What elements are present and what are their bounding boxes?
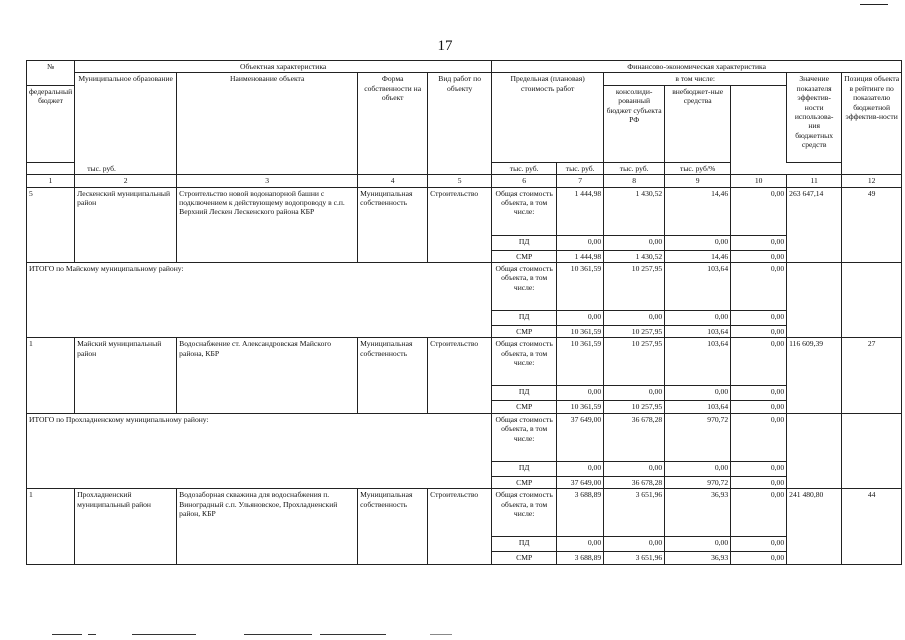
- cost-cell: 37 649,00: [557, 476, 604, 488]
- indicator-cell: [787, 413, 842, 488]
- col-number: 6: [492, 175, 557, 187]
- cost-cell: 37 649,00: [557, 413, 604, 461]
- consolidated-cell: 103,64: [665, 401, 731, 413]
- offbudget-cell: 0,00: [731, 413, 787, 461]
- smr-label: СМР: [492, 552, 557, 564]
- consolidated-cell: 0,00: [665, 311, 731, 326]
- federal-cell: 0,00: [604, 386, 665, 401]
- federal-cell: 10 257,95: [604, 326, 665, 338]
- col-number: 9: [665, 175, 731, 187]
- offbudget-header: внебюджет-ные средства: [665, 85, 731, 162]
- object-row: [27, 489, 902, 537]
- indicator-cell: 116 609,39: [787, 338, 842, 413]
- position-cell: 27: [842, 338, 902, 413]
- row-number: 1: [27, 338, 75, 413]
- total-cost-label: Общая стоимость объекта, в том числе:: [492, 413, 557, 461]
- unit-offbudget: тыс. руб.: [604, 162, 665, 174]
- pd-label: ПД: [492, 537, 557, 552]
- consolidated-cell: 103,64: [665, 263, 731, 311]
- ownership-cell: Муниципальная собственность: [358, 338, 428, 413]
- col-number: 8: [604, 175, 665, 187]
- federal-cell: 1 430,52: [604, 187, 665, 235]
- federal-cell: 36 678,28: [604, 413, 665, 461]
- federal-cell: 0,00: [604, 235, 665, 250]
- consolidated-cell: 970,72: [665, 413, 731, 461]
- federal-cell: 3 651,96: [604, 552, 665, 564]
- position-cell: 49: [842, 187, 902, 262]
- investment-table: [26, 60, 902, 565]
- offbudget-cell: 0,00: [731, 250, 787, 262]
- consolidated-cell: 970,72: [665, 476, 731, 488]
- work-type-cell: Строительство: [428, 187, 492, 262]
- unit-consolidated: тыс. руб.: [557, 162, 604, 174]
- indicator-cell: 241 480,80: [787, 489, 842, 564]
- federal-cell: 10 257,95: [604, 338, 665, 386]
- row-number: 1: [27, 489, 75, 564]
- total-cost-label: Общая стоимость объекта, в том числе:: [492, 489, 557, 537]
- footer-rule: [132, 634, 196, 635]
- cost-cell: 1 444,98: [557, 187, 604, 235]
- itogo-label: ИТОГО по Прохладненскому муниципальному району:: [27, 413, 492, 488]
- municipality-cell: Майский муниципальный район: [75, 338, 177, 413]
- cost-cell: 0,00: [557, 311, 604, 326]
- offbudget-cell: 0,00: [731, 461, 787, 476]
- position-header: Позиция объекта в рейтинге по показателю бюджетной эффектив-ности: [842, 73, 902, 175]
- offbudget-cell: 0,00: [731, 187, 787, 235]
- pd-label: ПД: [492, 235, 557, 250]
- total-cost-label: Общая стоимость объекта, в том числе:: [492, 187, 557, 235]
- indicator-cell: 263 647,14: [787, 187, 842, 262]
- itogo-label: ИТОГО по Майскому муниципальному району:: [27, 263, 492, 338]
- object-row: [27, 187, 902, 235]
- federal-cell: 0,00: [604, 461, 665, 476]
- planned-cost-header: Предельная (плановая) стоимость работ: [492, 73, 604, 162]
- consolidated-cell: 14,46: [665, 250, 731, 262]
- cost-cell: 0,00: [557, 537, 604, 552]
- unit-cost: тыс. руб.: [27, 162, 177, 174]
- col-number: 2: [75, 175, 177, 187]
- federal-cell: 3 651,96: [604, 489, 665, 537]
- offbudget-cell: 0,00: [731, 326, 787, 338]
- footer-rule: [320, 634, 386, 635]
- offbudget-cell: 0,00: [731, 476, 787, 488]
- work-type-cell: Строительство: [428, 489, 492, 564]
- consolidated-cell: 0,00: [665, 235, 731, 250]
- offbudget-cell: 0,00: [731, 263, 787, 311]
- no-header: №: [27, 61, 75, 86]
- total-row: [27, 413, 902, 461]
- position-cell: 44: [842, 489, 902, 564]
- federal-cell: 10 257,95: [604, 263, 665, 311]
- cost-cell: 10 361,59: [557, 338, 604, 386]
- municipal-header: Муниципальное образование: [75, 73, 177, 175]
- smr-label: СМР: [492, 250, 557, 262]
- consolidated-cell: 103,64: [665, 326, 731, 338]
- ownership-cell: Муниципальная собственность: [358, 489, 428, 564]
- smr-label: СМР: [492, 476, 557, 488]
- federal-header: федеральный бюджет: [27, 85, 75, 162]
- consolidated-cell: 14,46: [665, 187, 731, 235]
- smr-label: СМР: [492, 326, 557, 338]
- indicator-cell: [787, 263, 842, 338]
- consolidated-cell: 0,00: [665, 461, 731, 476]
- ownership-cell: Муниципальная собственность: [358, 187, 428, 262]
- col-number: 7: [557, 175, 604, 187]
- footer-rule: [244, 634, 312, 635]
- cost-cell: 0,00: [557, 386, 604, 401]
- pd-label: ПД: [492, 311, 557, 326]
- federal-cell: 0,00: [604, 537, 665, 552]
- position-cell: [842, 263, 902, 338]
- cost-cell: 10 361,59: [557, 326, 604, 338]
- column-number-row: [27, 175, 902, 187]
- pd-label: ПД: [492, 386, 557, 401]
- work-type-cell: Строительство: [428, 338, 492, 413]
- unit-federal: тыс. руб.: [492, 162, 557, 174]
- offbudget-cell: 0,00: [731, 537, 787, 552]
- municipality-cell: Лескенский муниципальный район: [75, 187, 177, 262]
- footer-rule: [88, 634, 96, 635]
- municipality-cell: Прохладненский муниципальный район: [75, 489, 177, 564]
- including-header: в том числе:: [604, 73, 787, 85]
- col-number: 10: [731, 175, 787, 187]
- object-group-header: Объектная характеристика: [75, 61, 492, 73]
- pd-label: ПД: [492, 461, 557, 476]
- ownership-header: Форма собственности на объект: [358, 73, 428, 175]
- federal-cell: 36 678,28: [604, 476, 665, 488]
- object-name-cell: Водоснабжение ст. Александровская Майского района, КБР: [177, 338, 358, 413]
- header-row-sub: [27, 73, 902, 85]
- federal-cell: 10 257,95: [604, 401, 665, 413]
- consolidated-cell: 103,64: [665, 338, 731, 386]
- consolidated-cell: 36,93: [665, 489, 731, 537]
- work-type-header: Вид работ по объекту: [428, 73, 492, 175]
- cost-cell: 10 361,59: [557, 401, 604, 413]
- unit-indicator: тыс. руб/%: [665, 162, 731, 174]
- offbudget-cell: 0,00: [731, 489, 787, 537]
- col-number: 12: [842, 175, 902, 187]
- cost-cell: 0,00: [557, 235, 604, 250]
- offbudget-cell: 0,00: [731, 235, 787, 250]
- cost-cell: 0,00: [557, 461, 604, 476]
- federal-cell: 1 430,52: [604, 250, 665, 262]
- col-number: 5: [428, 175, 492, 187]
- col-number: 4: [358, 175, 428, 187]
- consolidated-cell: 36,93: [665, 552, 731, 564]
- offbudget-cell: 0,00: [731, 386, 787, 401]
- top-right-mark: [860, 4, 888, 5]
- page-number: 17: [437, 38, 453, 54]
- object-name-header: Наименование объекта: [177, 73, 358, 175]
- smr-label: СМР: [492, 401, 557, 413]
- consolidated-cell: 0,00: [665, 537, 731, 552]
- footer-rule: [430, 634, 452, 635]
- object-name-cell: Водозаборная скважина для водоснабжения п. Виноградный с.п. Ульяновское, Прохладненский район, КБР: [177, 489, 358, 564]
- federal-cell: 0,00: [604, 311, 665, 326]
- consolidated-cell: 0,00: [665, 386, 731, 401]
- object-row: [27, 338, 902, 386]
- offbudget-cell: 0,00: [731, 338, 787, 386]
- col-number: 1: [27, 175, 75, 187]
- cost-cell: 10 361,59: [557, 263, 604, 311]
- total-row: [27, 263, 902, 311]
- cost-cell: 3 688,89: [557, 489, 604, 537]
- col-number: 11: [787, 175, 842, 187]
- offbudget-cell: 0,00: [731, 311, 787, 326]
- offbudget-cell: 0,00: [731, 552, 787, 564]
- object-name-cell: Строительство новой водонапорной башни с подключением к действующему водопроводу в с.п. Верхний Лескен Лескенского района КБР: [177, 187, 358, 262]
- total-cost-label: Общая стоимость объекта, в том числе:: [492, 263, 557, 311]
- cost-cell: 1 444,98: [557, 250, 604, 262]
- consolidated-header: консолиди-рованный бюджет субъекта РФ: [604, 85, 665, 162]
- col-number: 3: [177, 175, 358, 187]
- cost-cell: 3 688,89: [557, 552, 604, 564]
- position-cell: [842, 413, 902, 488]
- finance-group-header: Финансово-экономическая характеристика: [492, 61, 902, 73]
- offbudget-cell: 0,00: [731, 401, 787, 413]
- footer-rule: [52, 634, 82, 635]
- row-number: 5: [27, 187, 75, 262]
- header-row-groups: [27, 61, 902, 73]
- indicator-header: Значение показателя эффектив-ности использова-ния бюджетных средств: [787, 73, 842, 162]
- total-cost-label: Общая стоимость объекта, в том числе:: [492, 338, 557, 386]
